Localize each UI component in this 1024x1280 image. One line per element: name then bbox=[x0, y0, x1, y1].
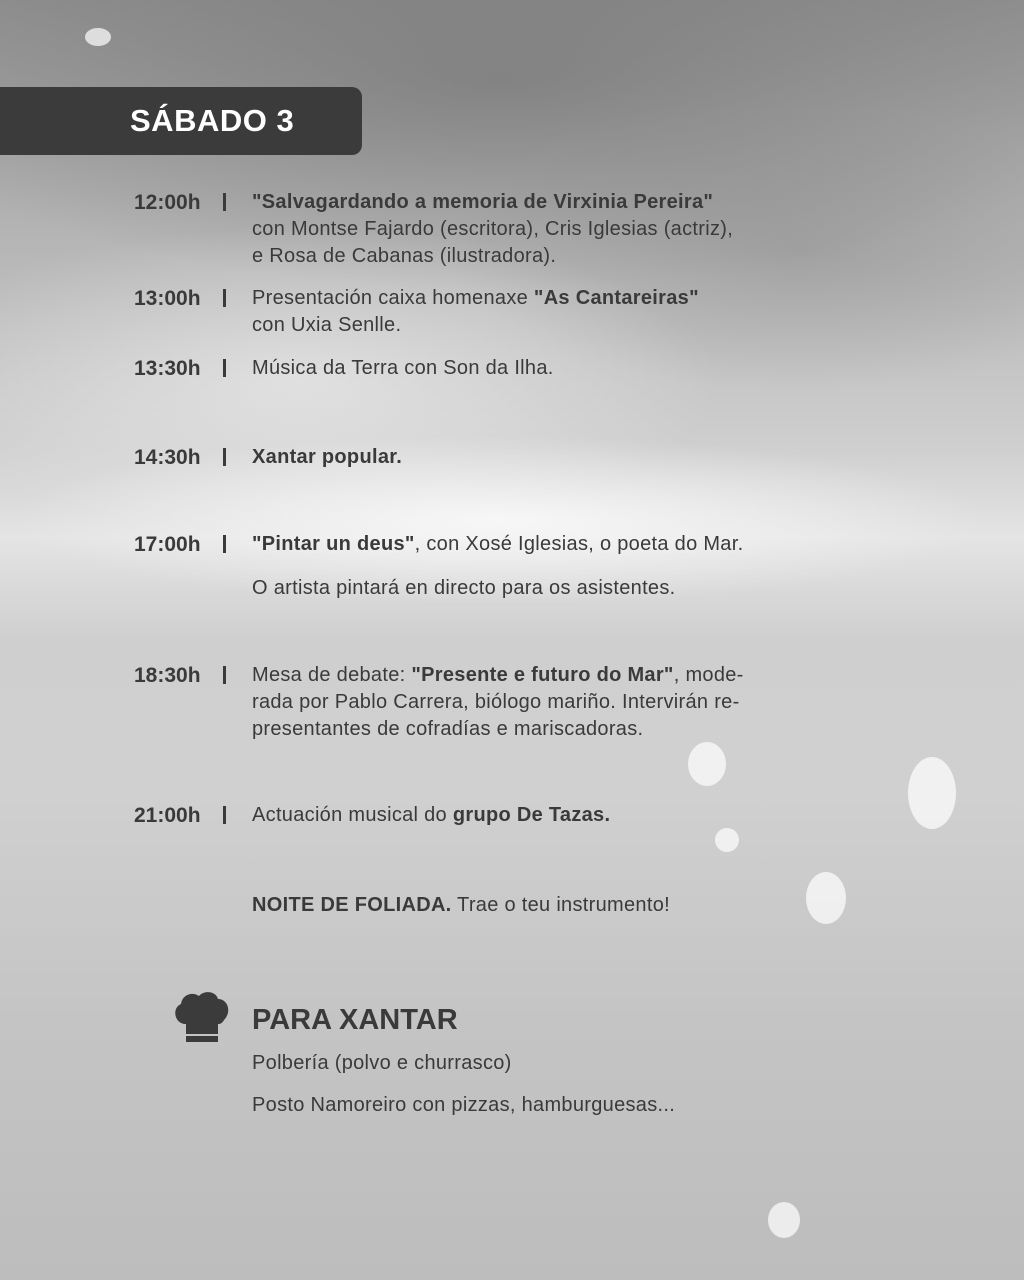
plain-text: e Rosa de Cabanas (ilustradora). bbox=[252, 245, 557, 267]
emphasis-text: "Pintar un deus" bbox=[252, 533, 415, 555]
time-separator bbox=[223, 193, 226, 211]
event-description bbox=[252, 189, 812, 270]
foliada-title: NOITE DE FOLIADA. bbox=[252, 894, 452, 916]
bubble-decoration bbox=[768, 1202, 800, 1238]
chef-hat-icon bbox=[172, 990, 232, 1046]
event-time: 17:00h bbox=[134, 533, 201, 556]
plain-text: Música da Terra con Son da Ilha. bbox=[252, 357, 554, 379]
event-time: 13:30h bbox=[134, 357, 201, 380]
bubble-decoration bbox=[908, 757, 956, 829]
emphasis-text: "Salvagardando a memoria de Virxinia Pereira" bbox=[252, 191, 714, 213]
emphasis-text: "As Cantareiras" bbox=[533, 287, 699, 309]
foliada-text: Trae o teu instrumento! bbox=[451, 894, 670, 916]
event-time: 13:00h bbox=[134, 287, 201, 310]
food-section-title: PARA XANTAR bbox=[252, 1004, 458, 1036]
plain-text: , mode- bbox=[673, 664, 744, 686]
event-time: 18:30h bbox=[134, 664, 201, 687]
foliada-note bbox=[252, 892, 670, 919]
plain-text: Presentación caixa homenaxe bbox=[252, 287, 534, 309]
artist-note: O artista pintará en directo para os asistentes. bbox=[252, 577, 676, 599]
bubble-decoration bbox=[715, 828, 739, 852]
event-description bbox=[252, 802, 812, 829]
bubble-decoration bbox=[688, 742, 726, 786]
event-description bbox=[252, 662, 812, 743]
event-description bbox=[252, 285, 812, 339]
time-separator bbox=[223, 666, 226, 684]
event-description bbox=[252, 531, 812, 558]
food-item: Posto Namoreiro con pizzas, hamburguesas... bbox=[252, 1094, 676, 1116]
emphasis-text: grupo De Tazas. bbox=[452, 804, 611, 826]
day-title: SÁBADO 3 bbox=[130, 103, 295, 138]
plain-text: Mesa de debate: bbox=[252, 664, 412, 686]
food-item: Polbería (polvo e churrasco) bbox=[252, 1052, 512, 1074]
plain-text: , con Xosé Iglesias, o poeta do Mar. bbox=[414, 533, 744, 555]
time-separator bbox=[223, 359, 226, 377]
day-banner bbox=[0, 87, 362, 155]
time-separator bbox=[223, 535, 226, 553]
bubble-decoration bbox=[806, 872, 846, 924]
plain-text: con Uxia Senlle. bbox=[252, 314, 402, 336]
time-separator bbox=[223, 806, 226, 824]
emphasis-text: Xantar popular. bbox=[252, 446, 403, 468]
event-description bbox=[252, 444, 812, 471]
bubble-decoration bbox=[85, 28, 111, 46]
time-separator bbox=[223, 289, 226, 307]
plain-text: Actuación musical do bbox=[252, 804, 453, 826]
event-time: 12:00h bbox=[134, 191, 201, 214]
plain-text: presentantes de cofradías e mariscadoras. bbox=[252, 718, 644, 740]
plain-text: con Montse Fajardo (escritora), Cris Iglesias (actriz), bbox=[252, 218, 734, 240]
event-description bbox=[252, 355, 812, 382]
event-time: 14:30h bbox=[134, 446, 201, 469]
time-separator bbox=[223, 448, 226, 466]
event-time: 21:00h bbox=[134, 804, 201, 827]
emphasis-text: "Presente e futuro do Mar" bbox=[411, 664, 674, 686]
plain-text: rada por Pablo Carrera, biólogo mariño. Intervirán re- bbox=[252, 691, 740, 713]
